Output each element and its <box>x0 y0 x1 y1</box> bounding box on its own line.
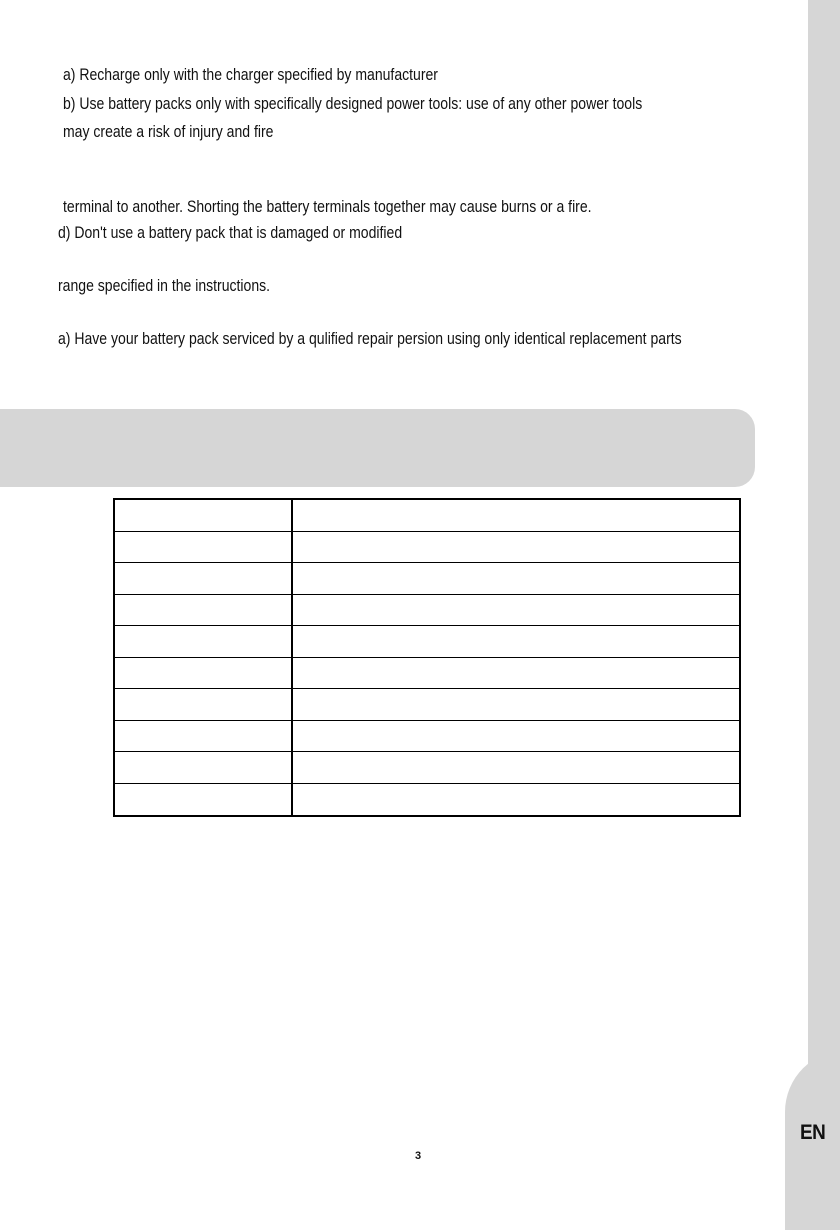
instruction-line: b) Use battery packs only with specifically designed power tools: use of any other power tools <box>63 95 643 113</box>
table-cell-key <box>115 626 293 658</box>
table-cell-value <box>293 752 739 784</box>
page-number: 3 <box>415 1150 422 1162</box>
table-cell-key <box>115 595 293 627</box>
table-cell-key <box>115 658 293 690</box>
specification-table <box>113 498 741 817</box>
table-cell-key <box>115 721 293 753</box>
instruction-line: range specified in the instructions. <box>58 277 271 295</box>
table-cell-key <box>115 532 293 564</box>
table-cell-value <box>293 595 739 627</box>
instruction-line: d) Don't use a battery pack that is damaged or modified <box>58 224 403 242</box>
table-cell-value <box>293 721 739 753</box>
language-tab-label: EN <box>800 1121 826 1144</box>
table-cell-value <box>293 532 739 564</box>
table-cell-value <box>293 563 739 595</box>
table-cell-key <box>115 689 293 721</box>
side-strip <box>808 0 840 1192</box>
table-cell-key <box>115 784 293 816</box>
instruction-line: a) Have your battery pack serviced by a qulified repair persion using only identical replacement parts <box>58 330 682 348</box>
instruction-line: terminal to another. Shorting the battery terminals together may cause burns or a fire. <box>63 198 592 216</box>
table-cell-value <box>293 500 739 532</box>
table-cell-value <box>293 689 739 721</box>
instruction-line: may create a risk of injury and fire <box>63 123 274 141</box>
table-cell-key <box>115 752 293 784</box>
instruction-line: a) Recharge only with the charger specified by manufacturer <box>63 66 438 84</box>
table-cell-key <box>115 500 293 532</box>
table-cell-value <box>293 784 739 816</box>
table-cell-value <box>293 658 739 690</box>
section-header-band <box>0 409 755 487</box>
table-cell-key <box>115 563 293 595</box>
table-cell-value <box>293 626 739 658</box>
